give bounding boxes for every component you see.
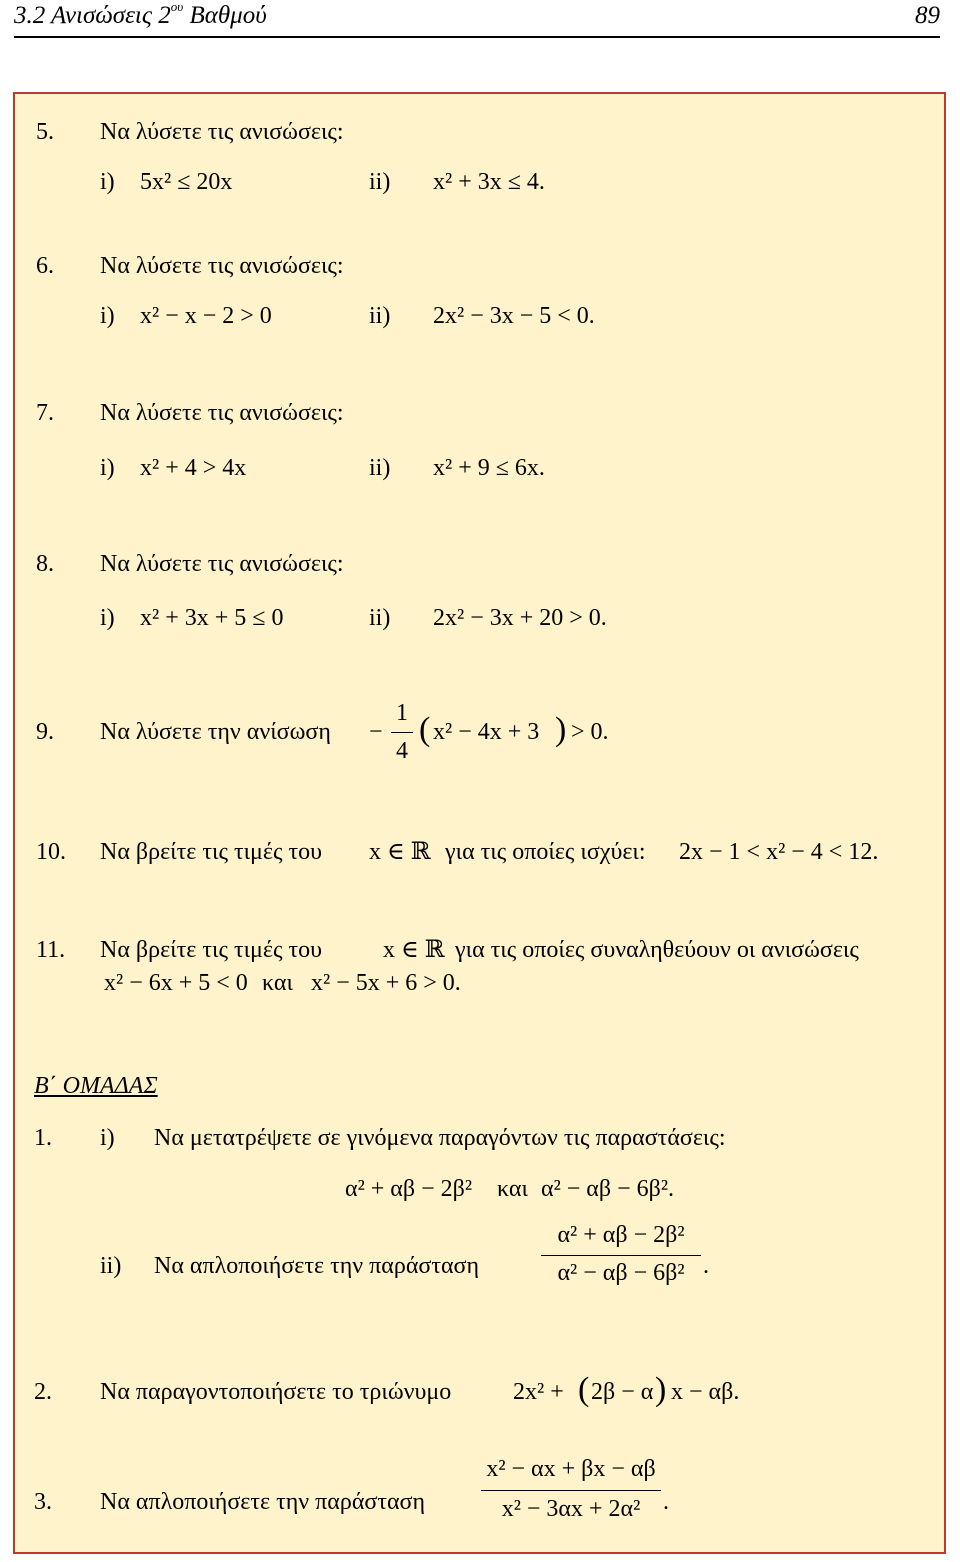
close-paren: ) (655, 1371, 667, 1408)
period: . (703, 1253, 709, 1279)
exercise-number: 11. (36, 937, 66, 963)
exercise-box (13, 92, 946, 1554)
fraction-denominator: α² − αβ − 6β² (557, 1260, 685, 1286)
inequality-ii: x² + 3x ≤ 4. (433, 169, 545, 195)
fraction-numerator: α² + αβ − 2β² (557, 1222, 685, 1248)
expression-part-b: 2β − α (591, 1379, 654, 1405)
open-paren: ( (578, 1371, 590, 1408)
inequality-i: 5x² ≤ 20x (140, 169, 233, 195)
item-label-i: i) (100, 303, 115, 329)
exercise-text: Να λύσετε τις ανισώσεις: (100, 253, 344, 279)
and-word: και (262, 970, 293, 996)
exercise-number: 1. (34, 1125, 52, 1151)
fraction-numerator: x² − αx + βx − αβ (486, 1456, 656, 1482)
chapter-title: 3.2 Ανισώσεις $2^{o\upsilon}$ Βαθμού (14, 0, 267, 29)
exercise-text-ii: Να απλοποιήσετε την παράσταση (154, 1253, 480, 1279)
open-paren: ( (419, 711, 431, 748)
item-label-i: i) (100, 605, 115, 631)
expression-part-a: 2x² + (513, 1379, 564, 1405)
exercise-text: Να μετατρέψετε σε γινόμενα παραγόντων τις παραστάσεις: (154, 1125, 726, 1151)
item-label-i: i) (100, 169, 115, 195)
exercise-number: 9. (36, 719, 54, 745)
exercise-text: Να λύσετε τις ανισώσεις: (100, 119, 344, 145)
item-label-i: i) (100, 1125, 115, 1151)
exercise-text: Να λύσετε την ανίσωση (100, 719, 331, 745)
exercise-text-2: για τις οποίες συναληθεύουν οι ανισώσεις (455, 937, 859, 963)
variable-domain: x ∈ ℝ (383, 937, 445, 963)
exercise-number: 2. (34, 1379, 52, 1405)
inequality-i: x² − x − 2 > 0 (140, 303, 272, 329)
exercise-text: Να λύσετε τις ανισώσεις: (100, 400, 344, 426)
double-inequality: 2x − 1 < x² − 4 < 12. (679, 839, 879, 865)
exercise-number: 10. (36, 839, 66, 865)
exercise-number: 7. (36, 400, 54, 426)
exercise-text-2: για τις οποίες ισχύει: (445, 839, 646, 865)
close-paren: ) (555, 711, 567, 748)
exercise-text: Να βρείτε τις τιμές του (100, 937, 323, 963)
expression-1: α² + αβ − 2β² (345, 1176, 473, 1202)
exercise-number: 3. (34, 1489, 52, 1515)
fraction-denominator: 4 (396, 738, 408, 764)
inequality-rest: > 0. (571, 719, 609, 745)
fraction-bar (391, 732, 413, 733)
variable-domain: x ∈ ℝ (369, 839, 431, 865)
period: . (663, 1489, 669, 1515)
inequality-i: x² + 3x + 5 ≤ 0 (140, 605, 284, 631)
page-header (14, 0, 940, 38)
expression-part-c: x − αβ. (671, 1379, 740, 1405)
item-label-ii: ii) (369, 605, 391, 631)
exercise-text: Να βρείτε τις τιμές του (100, 839, 323, 865)
exercise-number: 5. (36, 119, 54, 145)
fraction-numerator: 1 (396, 700, 408, 726)
section-b-title: Β΄ ΟΜΑΔΑΣ (34, 1073, 158, 1099)
inequality-2: x² − 5x + 6 > 0. (311, 970, 461, 996)
inequality-1: x² − 6x + 5 < 0 (104, 970, 248, 996)
minus-sign: − (369, 719, 383, 745)
item-label-ii: ii) (369, 169, 391, 195)
page-number: 89 (915, 2, 940, 29)
expression-2: α² − αβ − 6β². (541, 1176, 675, 1202)
exercise-text: Να απλοποιήσετε την παράσταση (100, 1489, 426, 1515)
quadratic-expression: x² − 4x + 3 (433, 719, 540, 745)
item-label-i: i) (100, 455, 115, 481)
exercise-text: Να παραγοντοποιήσετε το τριώνυμο (100, 1379, 452, 1405)
and-word: και (497, 1176, 528, 1202)
item-label-ii: ii) (100, 1253, 122, 1279)
inequality-i: x² + 4 > 4x (140, 455, 247, 481)
item-label-ii: ii) (369, 455, 391, 481)
fraction-denominator: x² − 3αx + 2α² (501, 1496, 641, 1522)
fraction-bar (481, 1490, 661, 1491)
inequality-ii: 2x² − 3x + 20 > 0. (433, 605, 607, 631)
item-label-ii: ii) (369, 303, 391, 329)
exercise-text: Να λύσετε τις ανισώσεις: (100, 551, 344, 577)
exercise-number: 6. (36, 253, 54, 279)
inequality-ii: x² + 9 ≤ 6x. (433, 455, 545, 481)
fraction-bar (541, 1255, 701, 1256)
exercise-number: 8. (36, 551, 54, 577)
inequality-ii: 2x² − 3x − 5 < 0. (433, 303, 595, 329)
